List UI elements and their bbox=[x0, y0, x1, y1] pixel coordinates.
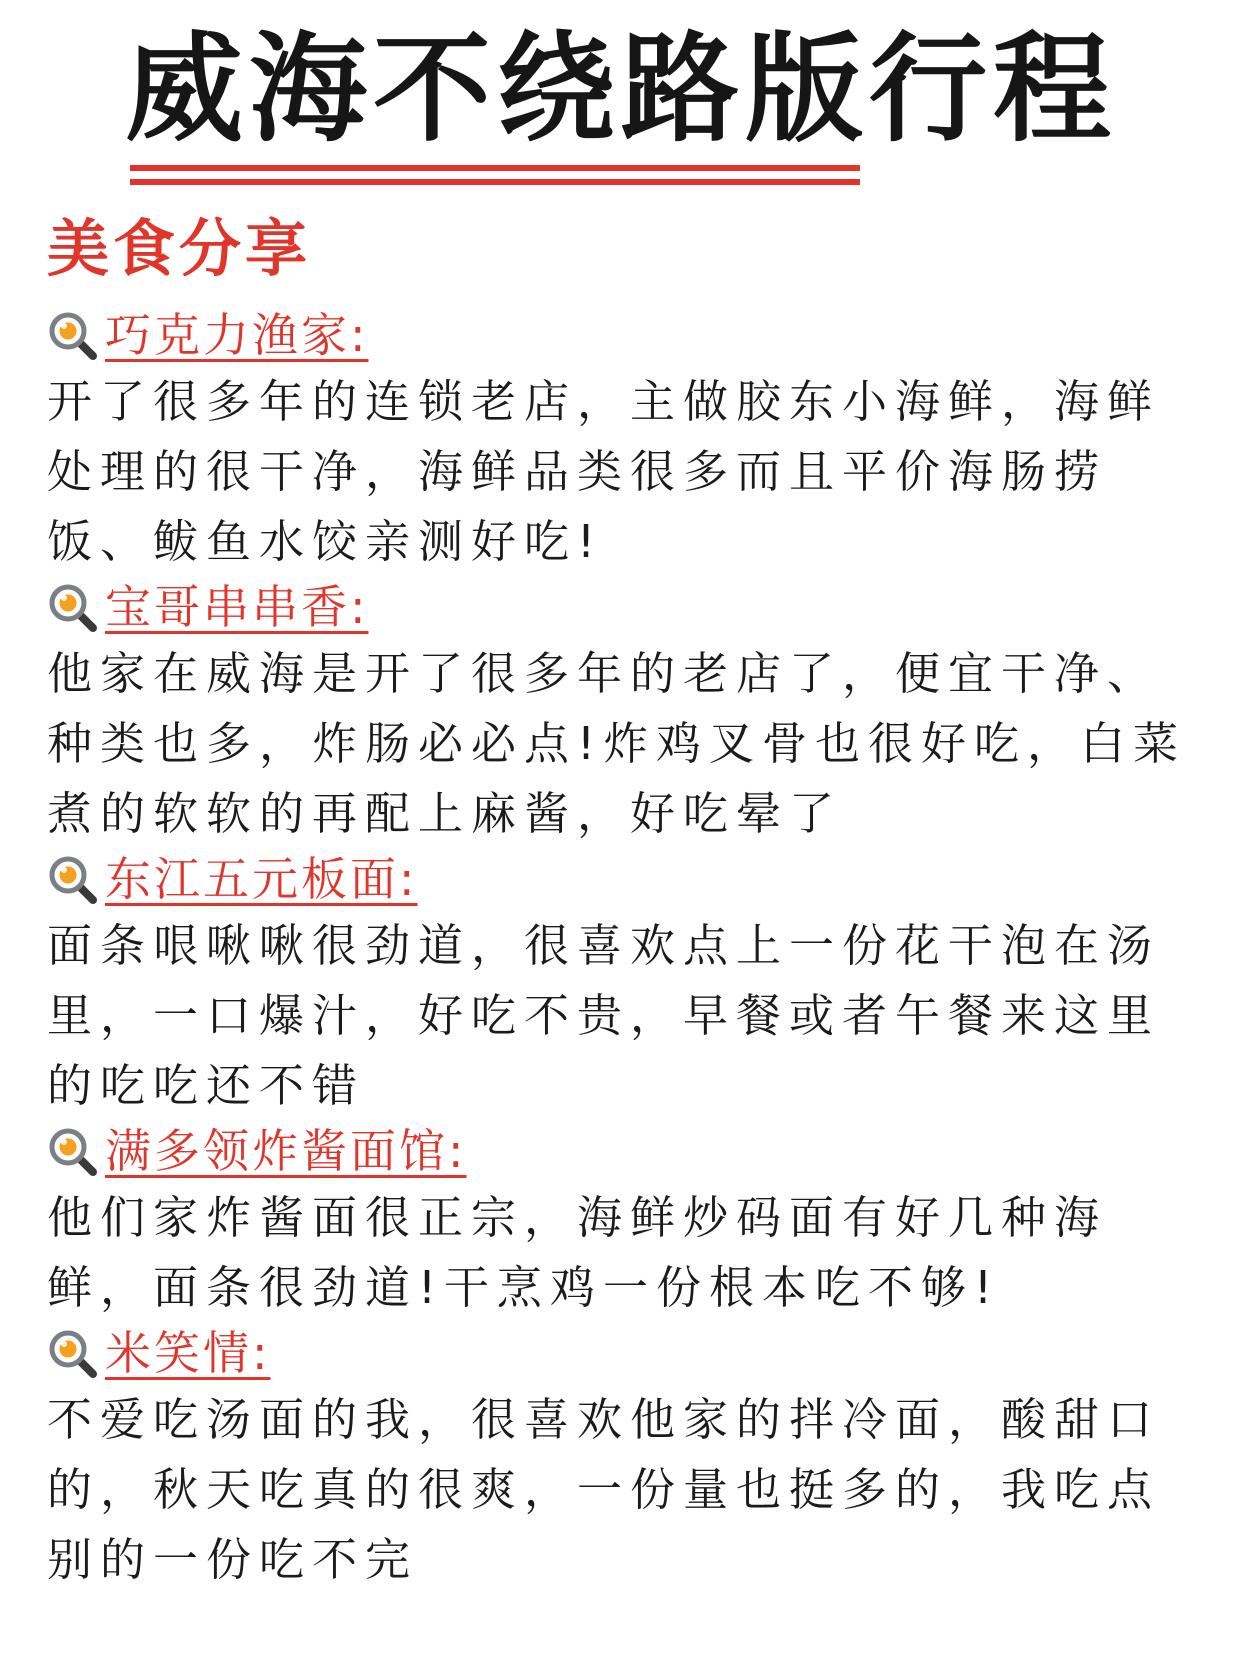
entry-header bbox=[47, 1121, 1207, 1183]
magnifying-glass-icon bbox=[47, 310, 99, 362]
magnifying-glass-icon bbox=[47, 1126, 99, 1178]
entry-header bbox=[47, 577, 1207, 639]
title-underline bbox=[130, 165, 860, 191]
underline-bar-bottom bbox=[130, 179, 860, 185]
page-title: 威海不绕路版行程 bbox=[124, 20, 1117, 158]
entry-header bbox=[47, 1323, 1207, 1385]
restaurant-description: 开了很多年的连锁老店，主做胶东小海鲜，海鲜处理的很干净，海鲜品类很多而且平价海肠捞饭、鲅鱼水饺亲测好吃! bbox=[47, 375, 1161, 568]
restaurant-name: 满多领炸酱面馆: bbox=[105, 1124, 467, 1179]
restaurant-description: 不爱吃汤面的我，很喜欢他家的拌冷面，酸甜口的，秋天吃真的很爽，一份量也挺多的，我吃点别的一份吃不完 bbox=[47, 1393, 1161, 1586]
magnifying-glass-icon bbox=[47, 582, 99, 634]
restaurant-name: 东江五元板面: bbox=[105, 852, 418, 907]
entry-header bbox=[47, 849, 1207, 911]
magnifying-glass-icon bbox=[47, 1328, 99, 1380]
underline-bar-top bbox=[130, 165, 860, 171]
restaurant-description: 他们家炸酱面很正宗，海鲜炒码面有好几种海鲜，面条很劲道!干烹鸡一份根本吃不够! bbox=[47, 1191, 1108, 1314]
entry-header bbox=[47, 305, 1207, 367]
restaurant-description: 他家在威海是开了很多年的老店了，便宜干净、种类也多，炸肠必必点!炸鸡叉骨也很好吃，白菜煮的软软的再配上麻酱，好吃晕了 bbox=[47, 647, 1187, 840]
restaurant-name: 米笑情: bbox=[105, 1326, 271, 1381]
restaurant-name: 巧克力渔家: bbox=[105, 308, 369, 363]
food-entry bbox=[47, 1323, 1207, 1595]
title-area bbox=[0, 22, 1242, 158]
magnifying-glass-icon bbox=[47, 854, 99, 906]
food-entry bbox=[47, 1121, 1207, 1323]
restaurant-name: 宝哥串串香: bbox=[105, 580, 369, 635]
food-list bbox=[47, 305, 1207, 1595]
food-entry bbox=[47, 305, 1207, 577]
food-entry bbox=[47, 849, 1207, 1121]
food-entry bbox=[47, 577, 1207, 849]
section-title: 美食分享 bbox=[47, 212, 312, 285]
restaurant-description: 面条哏啾啾很劲道，很喜欢点上一份花干泡在汤里，一口爆汁，好吃不贵，早餐或者午餐来这里的吃吃还不错 bbox=[47, 919, 1161, 1112]
